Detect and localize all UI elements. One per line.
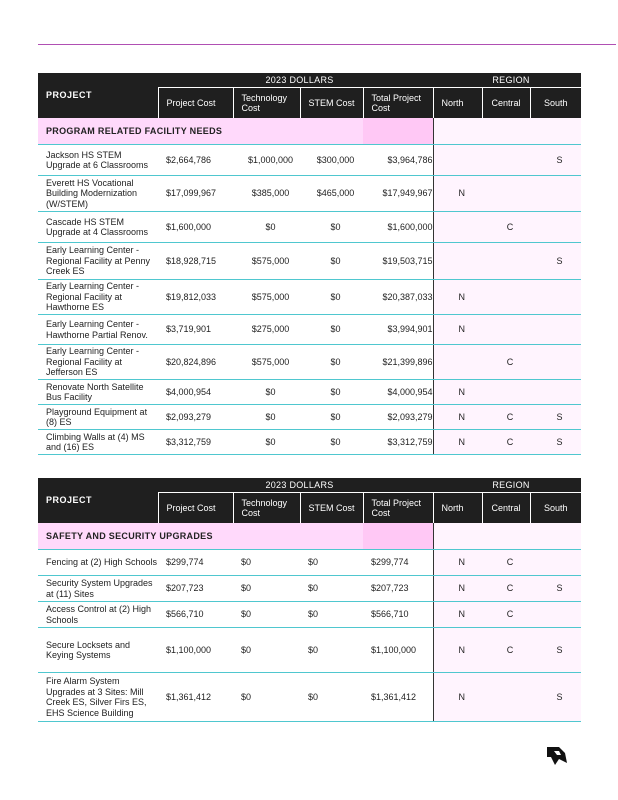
north-cell: N <box>433 628 482 673</box>
project-cost-cell: $3,719,901 <box>158 315 233 345</box>
south-cell <box>530 176 581 212</box>
project-name: Fire Alarm System Upgrades at 3 Sites: Mill Creek ES, Silver Firs ES, EHS Science Building <box>38 673 158 722</box>
project-cost-cell: $207,723 <box>158 576 233 602</box>
technology-cost-cell: $385,000 <box>233 176 300 212</box>
project-name: Cascade HS STEM Upgrade at 4 Classrooms <box>38 212 158 243</box>
project-cost-cell: $566,710 <box>158 602 233 628</box>
project-name: Access Control at (2) High Schools <box>38 602 158 628</box>
table-row <box>38 405 581 430</box>
technology-cost-cell: $0 <box>233 602 300 628</box>
technology-cost-cell: $575,000 <box>233 243 300 280</box>
project-cost-cell: $2,093,279 <box>158 405 233 430</box>
central-cell: C <box>482 345 530 380</box>
table-row <box>38 628 581 673</box>
project-name: Everett HS Vocational Building Modernization (W/STEM) <box>38 176 158 212</box>
section-title: SAFETY AND SECURITY UPGRADES <box>38 523 363 550</box>
total-cost-cell: $3,964,786 <box>363 145 433 176</box>
technology-cost-cell: $0 <box>233 576 300 602</box>
stem-cost-cell: $0 <box>300 576 363 602</box>
technology-cost-cell: $0 <box>233 628 300 673</box>
technology-cost-cell: $575,000 <box>233 345 300 380</box>
total-cost-cell: $17,949,967 <box>363 176 433 212</box>
north-cell <box>433 345 482 380</box>
project-name: Early Learning Center - Regional Facility at Jefferson ES <box>38 345 158 380</box>
project-cost-cell: $2,664,786 <box>158 145 233 176</box>
project-name: Climbing Walls at (4) MS and (16) ES <box>38 430 158 455</box>
central-cell: C <box>482 430 530 455</box>
north-cell: N <box>433 430 482 455</box>
col-technology-cost: Technology Cost <box>233 88 300 119</box>
stem-cost-cell: $0 <box>300 628 363 673</box>
south-cell: S <box>530 243 581 280</box>
col-south: South <box>530 493 581 524</box>
project-header: PROJECT <box>38 73 158 118</box>
top-divider <box>38 44 616 45</box>
project-cost-cell: $299,774 <box>158 550 233 576</box>
total-cost-cell: $1,600,000 <box>363 212 433 243</box>
south-cell <box>530 345 581 380</box>
north-cell: N <box>433 280 482 315</box>
total-cost-cell: $1,100,000 <box>363 628 433 673</box>
total-cost-cell: $19,503,715 <box>363 243 433 280</box>
project-name: Early Learning Center - Regional Facility at Hawthorne ES <box>38 280 158 315</box>
project-name: Secure Locksets and Keying Systems <box>38 628 158 673</box>
north-cell: N <box>433 176 482 212</box>
project-cost-cell: $18,928,715 <box>158 243 233 280</box>
project-cost-cell: $1,100,000 <box>158 628 233 673</box>
central-cell <box>482 243 530 280</box>
technology-cost-cell: $0 <box>233 212 300 243</box>
central-cell: C <box>482 602 530 628</box>
north-cell: N <box>433 550 482 576</box>
project-name: Early Learning Center - Regional Facility at Penny Creek ES <box>38 243 158 280</box>
technology-cost-cell: $1,000,000 <box>233 145 300 176</box>
central-cell <box>482 673 530 722</box>
stem-cost-cell: $300,000 <box>300 145 363 176</box>
stem-cost-cell: $0 <box>300 405 363 430</box>
central-cell <box>482 280 530 315</box>
project-cost-cell: $1,361,412 <box>158 673 233 722</box>
safety-security-table <box>38 478 581 722</box>
project-name: Early Learning Center - Hawthorne Partial Renov. <box>38 315 158 345</box>
north-cell <box>433 243 482 280</box>
north-cell <box>433 145 482 176</box>
project-header: PROJECT <box>38 478 158 523</box>
table-row <box>38 145 581 176</box>
dollars-header: 2023 DOLLARS <box>158 478 433 493</box>
stem-cost-cell: $0 <box>300 212 363 243</box>
col-project-cost: Project Cost <box>158 493 233 524</box>
stem-cost-cell: $0 <box>300 430 363 455</box>
technology-cost-cell: $0 <box>233 673 300 722</box>
north-cell: N <box>433 380 482 405</box>
table-row <box>38 576 581 602</box>
total-cost-cell: $4,000,954 <box>363 380 433 405</box>
project-cost-cell: $3,312,759 <box>158 430 233 455</box>
project-name: Fencing at (2) High Schools <box>38 550 158 576</box>
north-cell: N <box>433 576 482 602</box>
central-cell: C <box>482 405 530 430</box>
col-north: North <box>433 493 482 524</box>
technology-cost-cell: $275,000 <box>233 315 300 345</box>
total-cost-cell: $2,093,279 <box>363 405 433 430</box>
col-north: North <box>433 88 482 119</box>
technology-cost-cell: $0 <box>233 405 300 430</box>
south-cell: S <box>530 628 581 673</box>
technology-cost-cell: $0 <box>233 550 300 576</box>
col-total-cost: Total Project Cost <box>363 88 433 119</box>
south-cell <box>530 280 581 315</box>
north-cell: N <box>433 315 482 345</box>
stem-cost-cell: $465,000 <box>300 176 363 212</box>
north-cell: N <box>433 673 482 722</box>
project-name: Jackson HS STEM Upgrade at 6 Classrooms <box>38 145 158 176</box>
region-header: REGION <box>433 478 581 493</box>
total-cost-cell: $566,710 <box>363 602 433 628</box>
south-cell: S <box>530 673 581 722</box>
district-logo-icon <box>545 745 569 767</box>
total-cost-cell: $3,312,759 <box>363 430 433 455</box>
table-row <box>38 243 581 280</box>
central-cell <box>482 145 530 176</box>
total-cost-cell: $3,994,901 <box>363 315 433 345</box>
section-title: PROGRAM RELATED FACILITY NEEDS <box>38 118 363 145</box>
central-cell: C <box>482 550 530 576</box>
col-stem-cost: STEM Cost <box>300 493 363 524</box>
table-row <box>38 380 581 405</box>
col-central: Central <box>482 88 530 119</box>
table-body <box>38 145 581 455</box>
stem-cost-cell: $0 <box>300 280 363 315</box>
project-cost-cell: $17,099,967 <box>158 176 233 212</box>
table-row <box>38 430 581 455</box>
col-south: South <box>530 88 581 119</box>
south-cell <box>530 550 581 576</box>
table-row <box>38 280 581 315</box>
south-cell <box>530 602 581 628</box>
table-row <box>38 550 581 576</box>
dollars-header: 2023 DOLLARS <box>158 73 433 88</box>
total-cost-cell: $299,774 <box>363 550 433 576</box>
technology-cost-cell: $0 <box>233 430 300 455</box>
table-body <box>38 550 581 722</box>
south-cell <box>530 212 581 243</box>
central-cell: C <box>482 212 530 243</box>
central-cell <box>482 380 530 405</box>
region-header: REGION <box>433 73 581 88</box>
south-cell: S <box>530 430 581 455</box>
stem-cost-cell: $0 <box>300 345 363 380</box>
project-cost-cell: $1,600,000 <box>158 212 233 243</box>
col-project-cost: Project Cost <box>158 88 233 119</box>
table-row <box>38 673 581 722</box>
north-cell: N <box>433 405 482 430</box>
project-cost-cell: $4,000,954 <box>158 380 233 405</box>
project-cost-cell: $19,812,033 <box>158 280 233 315</box>
table-row <box>38 212 581 243</box>
total-cost-cell: $1,361,412 <box>363 673 433 722</box>
program-facility-table <box>38 73 581 455</box>
stem-cost-cell: $0 <box>300 602 363 628</box>
south-cell <box>530 380 581 405</box>
technology-cost-cell: $575,000 <box>233 280 300 315</box>
total-cost-cell: $207,723 <box>363 576 433 602</box>
south-cell: S <box>530 145 581 176</box>
central-cell <box>482 176 530 212</box>
table-row <box>38 176 581 212</box>
col-central: Central <box>482 493 530 524</box>
table-row <box>38 602 581 628</box>
south-cell <box>530 315 581 345</box>
south-cell: S <box>530 405 581 430</box>
south-cell: S <box>530 576 581 602</box>
table-row <box>38 315 581 345</box>
project-name: Renovate North Satellite Bus Facility <box>38 380 158 405</box>
project-name: Security System Upgrades at (11) Sites <box>38 576 158 602</box>
stem-cost-cell: $0 <box>300 673 363 722</box>
stem-cost-cell: $0 <box>300 380 363 405</box>
central-cell <box>482 315 530 345</box>
stem-cost-cell: $0 <box>300 315 363 345</box>
stem-cost-cell: $0 <box>300 243 363 280</box>
project-name: Playground Equipment at (8) ES <box>38 405 158 430</box>
col-technology-cost: Technology Cost <box>233 493 300 524</box>
total-cost-cell: $20,387,033 <box>363 280 433 315</box>
project-cost-cell: $20,824,896 <box>158 345 233 380</box>
central-cell: C <box>482 628 530 673</box>
north-cell: N <box>433 602 482 628</box>
col-stem-cost: STEM Cost <box>300 88 363 119</box>
central-cell: C <box>482 576 530 602</box>
col-total-cost: Total Project Cost <box>363 493 433 524</box>
table-row <box>38 345 581 380</box>
technology-cost-cell: $0 <box>233 380 300 405</box>
total-cost-cell: $21,399,896 <box>363 345 433 380</box>
stem-cost-cell: $0 <box>300 550 363 576</box>
north-cell <box>433 212 482 243</box>
